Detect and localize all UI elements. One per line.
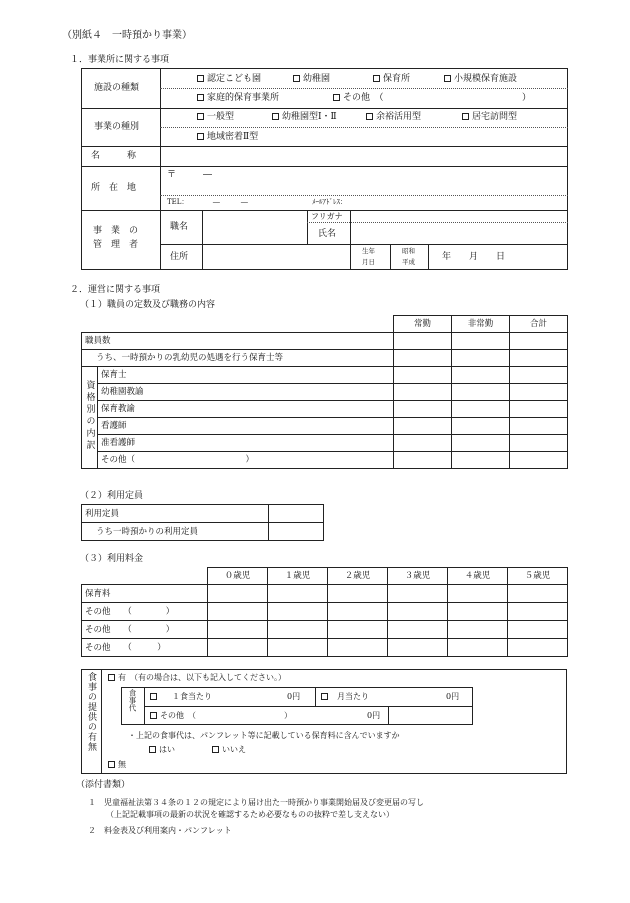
col-parttime: 非常勤 [452,316,510,333]
per-month-option[interactable]: 月当たり [321,692,369,702]
checkbox-icon [373,75,380,82]
fee-col-4: ４歳児 [448,568,508,585]
capacity-temp-row: うち一時預かりの利用定員 [82,523,269,541]
staff-subset-cell[interactable] [510,350,568,367]
qual-row: 保育士 [98,367,394,384]
furigana-label: フリガナ [311,212,343,221]
qual-row: 保育教諭 [98,401,394,418]
fee-subheading: （３）利用料金 [80,554,144,564]
qual-cell[interactable] [510,435,568,452]
ft-option-2[interactable]: 幼稚園 [293,74,330,85]
admin-label-2: 管 理 者 [93,240,139,250]
fee-cell[interactable] [328,621,388,639]
col-total: 合計 [510,316,568,333]
qual-cell[interactable] [510,452,568,469]
birth-label-2: 月日 [362,258,375,266]
fee-cell[interactable] [508,603,568,621]
bt-option-2[interactable]: 幼稚園型Ⅰ・Ⅱ [272,112,337,123]
staff-count-cell[interactable] [394,333,452,350]
fee-col-3: ３歳児 [388,568,448,585]
qual-cell[interactable] [510,367,568,384]
capacity-temp-cell[interactable] [269,523,324,541]
ft-option-3[interactable]: 保育所 [373,74,410,85]
fee-cell[interactable] [388,621,448,639]
form-title: （別紙４ 一時預かり事業） [62,30,192,41]
staff-table [81,315,568,469]
per-month-yen[interactable]: 0円 [446,692,460,701]
staff-subset-cell[interactable] [394,350,452,367]
fee-table [81,567,568,657]
checkbox-icon [108,761,115,768]
attachment-item-1-note: （上記記載事項の最新の状況を確認するため必要なものの抜粋で差し支えない） [106,810,394,819]
staff-count-cell[interactable] [510,333,568,350]
staff-subset-cell[interactable] [452,350,510,367]
fee-col-0: ０歳児 [208,568,268,585]
checkbox-icon [197,133,204,140]
meal-fee-label: 食事代 [128,689,137,712]
section2-heading: ２．運営に関する事項 [70,285,161,295]
fee-cell[interactable] [448,639,508,657]
per-meal-option[interactable]: １食当たり [150,692,212,702]
qual-row: 准看護師 [98,435,394,452]
qual-cell[interactable] [394,367,452,384]
era-showa[interactable]: 昭和 [402,247,415,255]
included-yes-option[interactable]: はい [149,745,175,755]
fee-cell[interactable] [208,585,268,603]
meal-no-option[interactable]: 無 [108,760,126,770]
col-fulltime: 常勤 [394,316,452,333]
qual-cell[interactable] [452,435,510,452]
checkbox-icon [212,746,219,753]
capacity-row: 利用定員 [82,505,269,523]
bt-option-3[interactable]: 余裕活用型 [366,112,421,123]
meal-other-yen[interactable]: 0円 [367,711,381,720]
fee-cell[interactable] [208,603,268,621]
checkbox-icon [293,75,300,82]
capacity-subheading: （２）利用定員 [80,491,144,501]
checkbox-icon [462,113,469,120]
facility-type-label: 施設の種類 [94,83,140,93]
checkbox-icon [197,94,204,101]
admin-label-1: 事 業 の [93,226,139,236]
checkbox-icon [444,75,451,82]
attachment-item-2: ２ 料金表及び利用案内・パンフレット [88,826,232,835]
checkbox-icon [108,674,115,681]
fee-cell[interactable] [448,585,508,603]
email-field[interactable]: ﾒｰﾙｱﾄﾞﾚｽ： [312,198,347,206]
ft-option-5[interactable]: 家庭的保育事業所 [197,93,279,104]
meal-included-question: ・上記の食事代は、パンフレット等に記載している保育料に含んでいますか [128,731,400,740]
fee-cell[interactable] [268,621,328,639]
fee-cell[interactable] [508,585,568,603]
meal-label-cell [83,672,99,772]
checkbox-icon [333,94,340,101]
fee-cell[interactable] [508,621,568,639]
capacity-table [81,504,324,541]
qual-cell[interactable] [452,452,510,469]
checkbox-icon [150,712,157,719]
capacity-cell[interactable] [269,505,324,523]
ft-option-other[interactable]: その他 （ [333,93,384,104]
era-heisei[interactable]: 平成 [402,258,415,266]
meal-label: 食事の提供の有無 [86,672,96,752]
qualification-label: 資格別の内訳 [84,380,95,452]
fee-cell[interactable] [448,621,508,639]
qual-row: 看護師 [98,418,394,435]
qual-cell[interactable] [452,401,510,418]
row-staff-subset: うち、一時預かりの乳幼児の処遇を行う保育士等 [82,350,394,367]
qual-cell[interactable] [510,384,568,401]
section1-heading: １．事業所に関する事項 [70,55,170,65]
checkbox-icon [366,113,373,120]
fee-cell[interactable] [268,585,328,603]
qual-cell[interactable] [394,435,452,452]
manager-address-label: 住所 [170,252,189,262]
name-field[interactable] [162,148,566,164]
qual-cell[interactable] [394,418,452,435]
fee-row: 保育料 [82,585,208,603]
qual-cell[interactable] [394,401,452,418]
qual-cell[interactable] [510,418,568,435]
postal-code[interactable]: 〒 ― [167,170,213,180]
fee-cell[interactable] [208,621,268,639]
checkbox-icon [272,113,279,120]
meal-other-option[interactable]: その他 （ ） [150,711,292,721]
meal-fee-label-cell [123,689,142,723]
fee-cell[interactable] [508,639,568,657]
checkbox-icon [321,693,328,700]
checkbox-icon [197,113,204,120]
business-type-label: 事業の種別 [94,122,140,132]
birth-label-1: 生年 [362,247,375,255]
meal-yes-option[interactable]: 有 （有の場合は、以下も記入してください。） [108,673,286,683]
checkbox-icon [149,746,156,753]
tel-field[interactable]: TEL： ― ― [167,198,248,206]
qual-cell[interactable] [394,452,452,469]
fee-cell[interactable] [268,639,328,657]
fee-row[interactable]: その他 （ ） [82,639,208,657]
fee-cell[interactable] [448,603,508,621]
fee-cell[interactable] [208,639,268,657]
qual-cell[interactable] [452,367,510,384]
fee-cell[interactable] [328,603,388,621]
ft-option-4[interactable]: 小規模保育施設 [444,74,517,85]
fee-row[interactable]: その他 （ ） [82,603,208,621]
ft-other-close: ） [522,93,532,103]
per-meal-yen[interactable]: 0円 [287,692,301,701]
fee-cell[interactable] [388,585,448,603]
manager-name-label: 氏名 [318,229,337,239]
qual-row-other[interactable]: その他（ ） [98,452,394,469]
staff-count-cell[interactable] [452,333,510,350]
bt-option-4[interactable]: 居宅訪問型 [462,112,517,123]
qual-cell[interactable] [394,384,452,401]
bt-option-1[interactable]: 一般型 [197,112,234,123]
name-label: 名 称 [91,151,137,161]
fee-cell[interactable] [388,603,448,621]
fee-cell[interactable] [328,585,388,603]
birth-date-ymd[interactable]: 年 月 日 [442,252,506,262]
fee-row[interactable]: その他 （ ） [82,621,208,639]
fee-col-5: ５歳児 [508,568,568,585]
qual-row: 幼稚園教諭 [98,384,394,401]
fee-cell[interactable] [268,603,328,621]
qual-cell[interactable] [452,418,510,435]
fee-cell[interactable] [388,639,448,657]
qualification-label-cell [82,367,98,469]
bt-option-5[interactable]: 地域密着Ⅱ型 [197,132,258,143]
fee-col-2: ２歳児 [328,568,388,585]
checkbox-icon [150,693,157,700]
job-title-label: 職名 [170,222,189,232]
attachments-heading: （添付書類） [76,780,131,790]
address-label: 所 在 地 [91,183,137,193]
ft-option-1[interactable]: 認定こども園 [197,74,261,85]
qual-cell[interactable] [510,401,568,418]
staff-subheading: （１）職員の定数及び職務の内容 [80,300,216,310]
row-staff-count: 職員数 [82,333,394,350]
fee-col-1: １歳児 [268,568,328,585]
fee-cell[interactable] [328,639,388,657]
checkbox-icon [197,75,204,82]
attachment-item-1: １ 児童福祉法第３４条の１２の規定により届け出た一時預かり事業開始届及び変更届の写し [88,798,424,807]
qual-cell[interactable] [452,384,510,401]
included-no-option[interactable]: いいえ [212,745,246,755]
